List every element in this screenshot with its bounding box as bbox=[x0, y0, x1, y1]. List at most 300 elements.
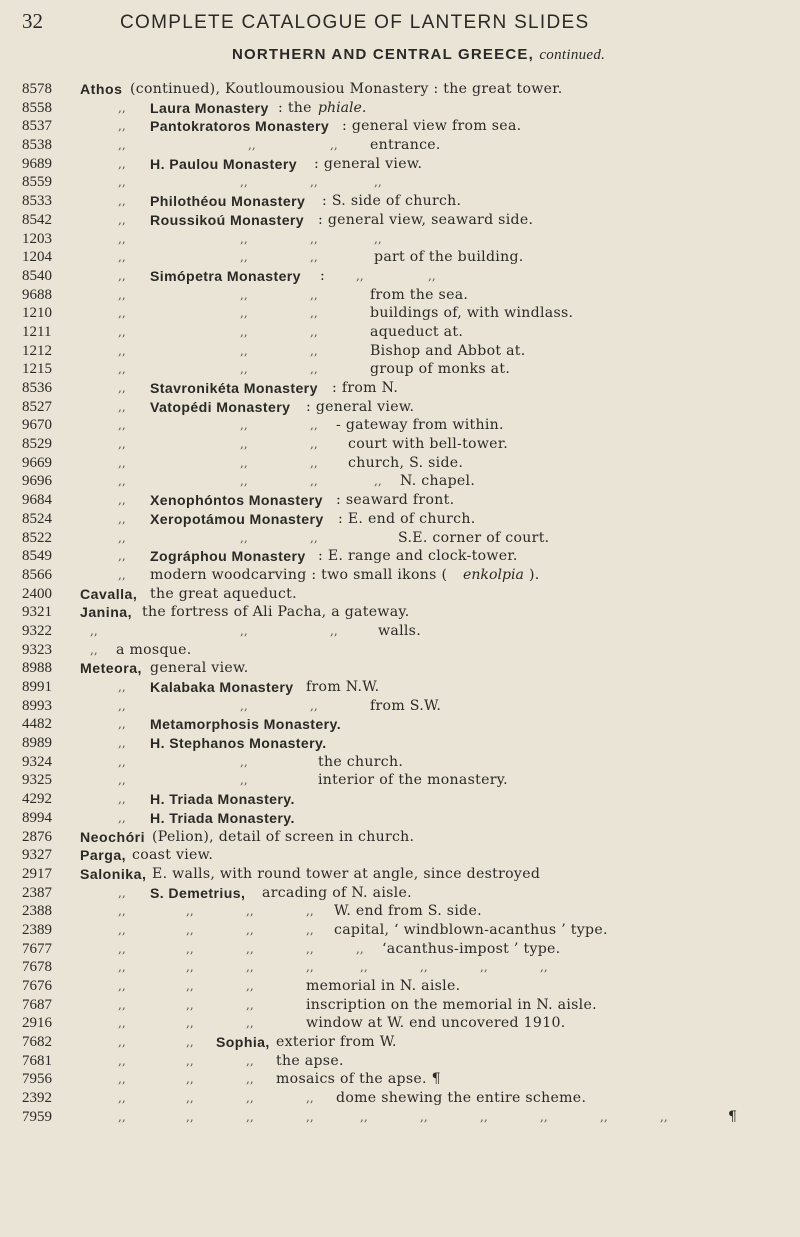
ditto-mark: ,, bbox=[310, 698, 318, 713]
place-name: Athos bbox=[80, 81, 123, 97]
ditto-mark: ,, bbox=[118, 997, 126, 1012]
ditto-mark: ,, bbox=[240, 306, 248, 321]
slide-number: 9324 bbox=[22, 753, 52, 770]
entry-fragment: a mosque. bbox=[116, 641, 192, 658]
slide-number: 8538 bbox=[22, 137, 52, 154]
ditto-mark: ,, bbox=[118, 530, 126, 545]
list-item bbox=[0, 510, 800, 529]
entry-fragment: S. Demetrius, bbox=[150, 884, 246, 901]
entry-fragment: ‘acanthus-impost ’ type. bbox=[382, 940, 561, 957]
entry-fragment: Laura Monastery bbox=[150, 99, 269, 116]
list-item bbox=[0, 136, 800, 155]
ditto-mark: ,, bbox=[306, 1109, 314, 1124]
ditto-mark: ,, bbox=[246, 960, 254, 975]
ditto-mark: ,, bbox=[118, 418, 126, 433]
list-item bbox=[0, 715, 800, 734]
slide-number: 1204 bbox=[22, 249, 52, 266]
list-item bbox=[0, 566, 800, 585]
page-header bbox=[0, 6, 800, 34]
slide-number: 8537 bbox=[22, 118, 52, 135]
ditto-mark: ,, bbox=[118, 455, 126, 470]
ditto-mark: ,, bbox=[540, 960, 548, 975]
slide-number: 2400 bbox=[22, 585, 52, 602]
ditto-mark: ,, bbox=[248, 138, 256, 153]
ditto-mark: ,, bbox=[118, 287, 126, 302]
ditto-mark: ,, bbox=[118, 474, 126, 489]
ditto-mark: ,, bbox=[240, 623, 248, 638]
list-item bbox=[0, 697, 800, 716]
entry-fragment: Kalabaka Monastery bbox=[150, 679, 294, 695]
entry-fragment: ). bbox=[529, 566, 540, 583]
slide-number: 1211 bbox=[22, 323, 52, 340]
entry-fragment: the great aqueduct. bbox=[150, 585, 297, 602]
entry-fragment: S.E. corner of court. bbox=[398, 529, 550, 546]
ditto-mark: ,, bbox=[118, 941, 126, 956]
list-item bbox=[0, 547, 800, 566]
entry-fragment: walls. bbox=[378, 622, 421, 639]
ditto-mark: ,, bbox=[420, 960, 428, 975]
entry-fragment: window at W. end uncovered 1910. bbox=[306, 1015, 566, 1032]
entry-fragment: dome shewing the entire scheme. bbox=[336, 1090, 587, 1107]
slide-number: 9321 bbox=[22, 604, 52, 621]
ditto-mark: ,, bbox=[240, 362, 248, 377]
list-item bbox=[0, 977, 800, 996]
ditto-mark: ,, bbox=[480, 1109, 488, 1124]
entry-fragment: : seaward front. bbox=[336, 492, 455, 509]
ditto-mark: ,, bbox=[330, 138, 338, 153]
ditto-mark: ,, bbox=[186, 904, 194, 919]
ditto-mark: ,, bbox=[240, 754, 248, 769]
ditto-mark: ,, bbox=[118, 493, 126, 508]
ditto-mark: ,, bbox=[240, 231, 248, 246]
ditto-mark: ,, bbox=[90, 642, 98, 657]
entry-fragment: the apse. bbox=[276, 1052, 344, 1069]
ditto-mark: ,, bbox=[310, 231, 318, 246]
ditto-mark: ,, bbox=[118, 717, 126, 732]
entry-fragment: Bishop and Abbot at. bbox=[370, 342, 526, 359]
entry-fragment: Pantokratoros Monastery bbox=[150, 118, 330, 135]
entry-fragment: H. Stephanos Monastery. bbox=[150, 735, 327, 752]
slide-number: 7677 bbox=[22, 940, 52, 957]
ditto-mark: ,, bbox=[306, 960, 314, 975]
list-item bbox=[0, 585, 800, 604]
ditto-mark: ,, bbox=[118, 399, 126, 414]
slide-number: 8993 bbox=[22, 697, 52, 714]
list-item bbox=[0, 117, 800, 136]
ditto-mark: ,, bbox=[240, 324, 248, 339]
list-item bbox=[0, 958, 800, 977]
list-item bbox=[0, 1033, 800, 1052]
entry-fragment: exterior from W. bbox=[276, 1034, 397, 1051]
entry-fragment: H. Paulou Monastery bbox=[150, 155, 297, 172]
entry-fragment: E. walls, with round tower at angle, since destroyed bbox=[152, 865, 541, 882]
slide-number: 8558 bbox=[22, 99, 52, 116]
entry-fragment: : from N. bbox=[332, 380, 399, 396]
ditto-mark: ,, bbox=[246, 1016, 254, 1031]
ditto-mark: ,, bbox=[306, 941, 314, 956]
ditto-mark: ,, bbox=[118, 810, 126, 825]
slide-number: 8524 bbox=[22, 510, 52, 527]
list-item bbox=[0, 472, 800, 491]
list-item bbox=[0, 940, 800, 959]
place-name: Neochóri bbox=[80, 828, 146, 845]
slide-number: 9696 bbox=[22, 473, 52, 490]
list-item bbox=[0, 622, 800, 641]
entry-fragment: Zográphou Monastery bbox=[150, 548, 306, 565]
list-item bbox=[0, 230, 800, 249]
list-item bbox=[0, 360, 800, 379]
ditto-mark: ,, bbox=[90, 623, 98, 638]
list-item bbox=[0, 809, 800, 828]
entry-fragment: - gateway from within. bbox=[336, 417, 504, 434]
ditto-mark: ,, bbox=[360, 960, 368, 975]
list-item bbox=[0, 1014, 800, 1033]
ditto-mark: ,, bbox=[240, 455, 248, 470]
ditto-mark: ,, bbox=[246, 941, 254, 956]
ditto-mark: ,, bbox=[118, 885, 126, 900]
ditto-mark: ,, bbox=[246, 1109, 254, 1124]
ditto-mark: ,, bbox=[310, 343, 318, 358]
entry-fragment: Philothéou Monastery bbox=[150, 193, 306, 210]
list-item bbox=[0, 267, 800, 286]
list-item bbox=[0, 603, 800, 622]
ditto-mark: ,, bbox=[118, 549, 126, 564]
ditto-mark: ,, bbox=[118, 100, 126, 115]
slide-number: 8578 bbox=[22, 81, 52, 97]
entry-fragment: entrance. bbox=[370, 137, 441, 154]
section-note: continued. bbox=[539, 47, 606, 63]
slide-number: 2916 bbox=[22, 1015, 52, 1032]
ditto-mark: ,, bbox=[310, 250, 318, 265]
section-title: NORTHERN AND CENTRAL GREECE, bbox=[232, 46, 534, 63]
entry-fragment: (continued), Koutloumousiou Monastery : the great tower. bbox=[130, 81, 563, 97]
ditto-mark: ,, bbox=[240, 343, 248, 358]
catalogue-title: COMPLETE CATALOGUE OF LANTERN SLIDES bbox=[120, 12, 590, 33]
ditto-mark: ,, bbox=[118, 194, 126, 209]
slide-number: 8529 bbox=[22, 436, 52, 453]
slide-number: 9325 bbox=[22, 772, 52, 789]
ditto-mark: ,, bbox=[118, 381, 126, 395]
ditto-mark: ,, bbox=[310, 474, 318, 489]
ditto-mark: ,, bbox=[186, 922, 194, 937]
entry-fragment: : bbox=[320, 267, 326, 284]
slide-number: 9688 bbox=[22, 286, 52, 303]
ditto-mark: ,, bbox=[246, 979, 254, 993]
ditto-mark: ,, bbox=[186, 1035, 194, 1050]
ditto-mark: ,, bbox=[118, 1109, 126, 1124]
list-item bbox=[0, 529, 800, 548]
slide-number: 9669 bbox=[22, 454, 52, 471]
ditto-mark: ,, bbox=[186, 1016, 194, 1031]
entry-fragment: court with bell-tower. bbox=[348, 436, 509, 453]
ditto-mark: ,, bbox=[186, 1053, 194, 1068]
ditto-mark: ,, bbox=[186, 941, 194, 956]
ditto-mark: ,, bbox=[246, 922, 254, 937]
slide-number: 8522 bbox=[22, 529, 52, 546]
slide-number: 8549 bbox=[22, 548, 52, 565]
entry-list bbox=[0, 80, 800, 1127]
list-item bbox=[0, 248, 800, 267]
entry-fragment: Stavronikéta Monastery bbox=[150, 380, 318, 396]
slide-number: 8991 bbox=[22, 679, 52, 695]
entry-fragment: H. Triada Monastery. bbox=[150, 809, 295, 826]
list-item bbox=[0, 342, 800, 361]
slide-number: 9323 bbox=[22, 641, 52, 658]
ditto-mark: ,, bbox=[310, 175, 318, 190]
slide-number: 8989 bbox=[22, 735, 52, 752]
list-item bbox=[0, 828, 800, 847]
ditto-mark: ,, bbox=[240, 437, 248, 452]
ditto-mark: ,, bbox=[310, 362, 318, 377]
ditto-mark: ,, bbox=[428, 268, 436, 283]
entry-fragment: enkolpia bbox=[463, 566, 524, 583]
ditto-mark: ,, bbox=[118, 175, 126, 190]
entry-fragment: interior of the monastery. bbox=[318, 772, 508, 789]
ditto-mark: ,, bbox=[330, 623, 338, 638]
entry-fragment: mosaics of the apse. ¶ bbox=[276, 1071, 441, 1088]
list-item bbox=[0, 846, 800, 865]
list-item bbox=[0, 323, 800, 342]
slide-number: 1215 bbox=[22, 361, 52, 378]
page-number: 32 bbox=[22, 9, 43, 33]
ditto-mark: ,, bbox=[240, 474, 248, 489]
ditto-mark: ,, bbox=[118, 754, 126, 769]
slide-number: 8540 bbox=[22, 267, 52, 284]
list-item bbox=[0, 416, 800, 435]
slide-number: 4482 bbox=[22, 716, 52, 733]
slide-number: 7678 bbox=[22, 959, 52, 976]
ditto-mark: ,, bbox=[118, 1035, 126, 1050]
ditto-mark: ,, bbox=[118, 156, 126, 171]
ditto-mark: ,, bbox=[310, 418, 318, 433]
list-item bbox=[0, 921, 800, 940]
entry-fragment: ¶ bbox=[728, 1108, 738, 1125]
ditto-mark: ,, bbox=[118, 1053, 126, 1068]
slide-number: 8566 bbox=[22, 566, 52, 583]
place-name: Janina, bbox=[80, 604, 133, 621]
ditto-mark: ,, bbox=[118, 736, 126, 751]
entry-fragment: aqueduct at. bbox=[370, 323, 464, 340]
ditto-mark: ,, bbox=[118, 792, 126, 807]
slide-number: 7682 bbox=[22, 1034, 52, 1051]
ditto-mark: ,, bbox=[310, 530, 318, 545]
ditto-mark: ,, bbox=[186, 1109, 194, 1124]
ditto-mark: ,, bbox=[118, 922, 126, 937]
slide-number: 8559 bbox=[22, 174, 52, 191]
ditto-mark: ,, bbox=[246, 1091, 254, 1106]
section-heading bbox=[232, 46, 605, 64]
entry-fragment: group of monks at. bbox=[370, 361, 511, 378]
ditto-mark: ,, bbox=[306, 904, 314, 919]
entry-fragment: Sophia, bbox=[216, 1034, 270, 1051]
slide-number: 8536 bbox=[22, 380, 52, 396]
ditto-mark: ,, bbox=[310, 287, 318, 302]
slide-number: 9684 bbox=[22, 492, 52, 509]
slide-number: 2389 bbox=[22, 921, 52, 938]
entry-fragment: the church. bbox=[318, 753, 404, 770]
ditto-mark: ,, bbox=[118, 1016, 126, 1031]
slide-number: 9322 bbox=[22, 622, 52, 639]
ditto-mark: ,, bbox=[118, 1091, 126, 1106]
list-item bbox=[0, 192, 800, 211]
ditto-mark: ,, bbox=[186, 979, 194, 993]
entry-fragment: H. Triada Monastery. bbox=[150, 791, 295, 808]
list-item bbox=[0, 678, 800, 697]
ditto-mark: ,, bbox=[186, 1072, 194, 1087]
entry-fragment: from S.W. bbox=[370, 697, 442, 714]
list-item bbox=[0, 1089, 800, 1108]
ditto-mark: ,, bbox=[246, 997, 254, 1012]
place-name: Meteora, bbox=[80, 660, 142, 677]
entry-fragment: general view. bbox=[150, 660, 249, 677]
entry-fragment: from N.W. bbox=[306, 679, 380, 695]
entry-fragment: Vatopédi Monastery bbox=[150, 398, 291, 415]
slide-number: 2388 bbox=[22, 903, 52, 920]
entry-fragment: Simópetra Monastery bbox=[150, 267, 301, 284]
ditto-mark: ,, bbox=[240, 773, 248, 788]
slide-number: 2387 bbox=[22, 884, 52, 901]
list-item bbox=[0, 996, 800, 1015]
list-item bbox=[0, 435, 800, 454]
entry-fragment: : general view. bbox=[306, 398, 415, 415]
ditto-mark: ,, bbox=[118, 362, 126, 377]
ditto-mark: ,, bbox=[118, 250, 126, 265]
ditto-mark: ,, bbox=[118, 343, 126, 358]
slide-number: 2876 bbox=[22, 828, 52, 845]
ditto-mark: ,, bbox=[310, 324, 318, 339]
entry-fragment: modern woodcarving : two small ikons ( bbox=[150, 566, 448, 583]
ditto-mark: ,, bbox=[246, 1072, 254, 1087]
ditto-mark: ,, bbox=[118, 437, 126, 452]
ditto-mark: ,, bbox=[310, 455, 318, 470]
list-item bbox=[0, 80, 800, 99]
ditto-mark: ,, bbox=[118, 698, 126, 713]
entry-fragment: Metamorphosis Monastery. bbox=[150, 716, 342, 733]
ditto-mark: ,, bbox=[118, 904, 126, 919]
list-item bbox=[0, 454, 800, 473]
ditto-mark: ,, bbox=[310, 306, 318, 321]
slide-number: 7959 bbox=[22, 1108, 52, 1125]
entry-fragment: memorial in N. aisle. bbox=[306, 978, 461, 994]
ditto-mark: ,, bbox=[118, 138, 126, 153]
list-item bbox=[0, 771, 800, 790]
list-item bbox=[0, 753, 800, 772]
slide-number: 1212 bbox=[22, 342, 52, 359]
ditto-mark: ,, bbox=[310, 437, 318, 452]
ditto-mark: ,, bbox=[118, 306, 126, 321]
ditto-mark: ,, bbox=[356, 268, 364, 283]
list-item bbox=[0, 734, 800, 753]
ditto-mark: ,, bbox=[118, 680, 126, 694]
ditto-mark: ,, bbox=[240, 418, 248, 433]
list-item bbox=[0, 1108, 800, 1127]
list-item bbox=[0, 1070, 800, 1089]
slide-number: 8988 bbox=[22, 660, 52, 677]
ditto-mark: ,, bbox=[420, 1109, 428, 1124]
ditto-mark: ,, bbox=[374, 175, 382, 190]
slide-number: 4292 bbox=[22, 791, 52, 808]
ditto-mark: ,, bbox=[240, 698, 248, 713]
slide-number: 9670 bbox=[22, 417, 52, 434]
entry-fragment: : general view from sea. bbox=[342, 118, 522, 135]
ditto-mark: ,, bbox=[360, 1109, 368, 1124]
ditto-mark: ,, bbox=[118, 119, 126, 134]
place-name: Cavalla, bbox=[80, 585, 138, 602]
ditto-mark: ,, bbox=[118, 979, 126, 993]
entry-fragment: buildings of, with windlass. bbox=[370, 305, 574, 322]
list-item bbox=[0, 491, 800, 510]
ditto-mark: ,, bbox=[240, 175, 248, 190]
ditto-mark: ,, bbox=[186, 997, 194, 1012]
ditto-mark: ,, bbox=[240, 287, 248, 302]
ditto-mark: ,, bbox=[240, 250, 248, 265]
ditto-mark: ,, bbox=[118, 268, 126, 283]
ditto-mark: ,, bbox=[118, 511, 126, 526]
entry-fragment: : S. side of church. bbox=[322, 193, 462, 210]
entry-fragment: : E. range and clock-tower. bbox=[318, 548, 518, 565]
slide-number: 8533 bbox=[22, 193, 52, 210]
list-item bbox=[0, 304, 800, 323]
entry-fragment: N. chapel. bbox=[400, 473, 476, 490]
entry-fragment: capital, ‘ windblown-acanthus ’ type. bbox=[334, 921, 608, 938]
entry-fragment: (Pelion), detail of screen in church. bbox=[152, 828, 415, 845]
slide-number: 1203 bbox=[22, 230, 52, 247]
entry-fragment: : general view. bbox=[314, 155, 423, 172]
slide-number: 7681 bbox=[22, 1052, 52, 1069]
slide-number: 7676 bbox=[22, 978, 52, 994]
ditto-mark: ,, bbox=[118, 231, 126, 246]
list-item bbox=[0, 865, 800, 884]
slide-number: 8542 bbox=[22, 211, 52, 228]
ditto-mark: ,, bbox=[186, 1091, 194, 1106]
entry-fragment: church, S. side. bbox=[348, 454, 464, 471]
list-item bbox=[0, 790, 800, 809]
place-name: Salonika, bbox=[80, 865, 147, 882]
slide-number: 9327 bbox=[22, 847, 52, 864]
list-item bbox=[0, 173, 800, 192]
entry-fragment: inscription on the memorial in N. aisle. bbox=[306, 996, 597, 1013]
slide-number: 2917 bbox=[22, 865, 52, 882]
entry-fragment: Roussikoú Monastery bbox=[150, 211, 305, 228]
list-item bbox=[0, 641, 800, 660]
ditto-mark: ,, bbox=[306, 1091, 314, 1106]
slide-number: 8994 bbox=[22, 809, 52, 826]
ditto-mark: ,, bbox=[306, 922, 314, 937]
slide-number: 7687 bbox=[22, 996, 52, 1013]
entry-fragment: : E. end of church. bbox=[338, 510, 476, 527]
list-item bbox=[0, 884, 800, 903]
slide-number: 7956 bbox=[22, 1071, 52, 1088]
ditto-mark: ,, bbox=[240, 530, 248, 545]
list-item bbox=[0, 659, 800, 678]
list-item bbox=[0, 286, 800, 305]
entry-fragment: : general view, seaward side. bbox=[318, 211, 534, 228]
list-item bbox=[0, 902, 800, 921]
ditto-mark: ,, bbox=[374, 231, 382, 246]
ditto-mark: ,, bbox=[186, 960, 194, 975]
list-item bbox=[0, 398, 800, 417]
entry-fragment: Xenophóntos Monastery bbox=[150, 492, 323, 509]
entry-fragment: Xeropotámou Monastery bbox=[150, 510, 324, 527]
entry-fragment: W. end from S. side. bbox=[334, 903, 482, 920]
list-item bbox=[0, 211, 800, 230]
ditto-mark: ,, bbox=[118, 324, 126, 339]
list-item bbox=[0, 155, 800, 174]
slide-number: 2392 bbox=[22, 1090, 52, 1107]
ditto-mark: ,, bbox=[118, 1072, 126, 1087]
ditto-mark: ,, bbox=[356, 941, 364, 956]
ditto-mark: ,, bbox=[118, 567, 126, 582]
